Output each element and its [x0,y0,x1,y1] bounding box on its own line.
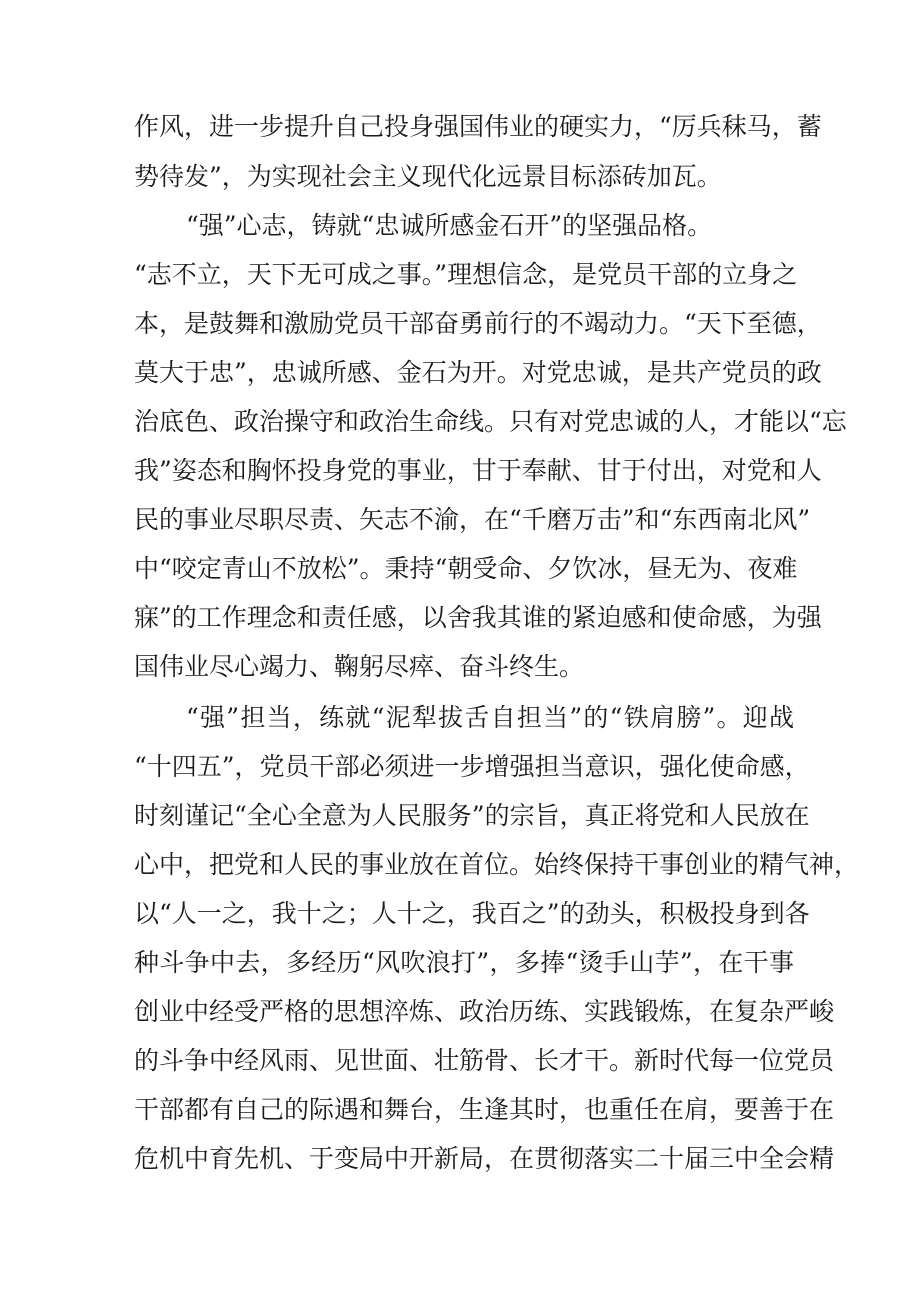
text-line: 势待发”，为实现社会主义现代化远景目标添砖加瓦。 [134,162,722,191]
text-line: 创业中经受严格的思想淬炼、政治历练、实践锻炼，在复杂严峻 [134,997,835,1026]
text-line: 危机中育先机、于变局中开新局，在贯彻落实二十届三中全会精 [134,1144,835,1173]
text-line: 中“咬定青山不放松”。秉持“朝受命、夕饮冰，昼无为、夜难 [134,554,798,583]
text-line: 时刻谨记“全心全意为人民服务”的宗旨，真正将党和人民放在 [134,801,810,830]
text-line: 的斗争中经风雨、见世面、壮筋骨、长才干。新时代每一位党员 [134,1046,835,1075]
text-line: 治底色、政治操守和政治生命线。只有对党忠诚的人，才能以“忘 [134,407,847,436]
section-heading: “强”担当，练就“泥犁拔舌自担当”的“铁肩膀”。迎战 [186,703,794,732]
section-heading: “强”心志，铸就“忠诚所感金石开”的坚强品格。 [186,211,713,240]
text-line: 莫大于忠”，忠诚所感、金石为开。对党忠诚，是共产党员的政 [134,358,822,387]
text-line: “志不立，天下无可成之事。”理想信念，是党员干部的立身之 [134,260,798,289]
text-line: 寐”的工作理念和责任感，以舍我其谁的紧迫感和使命感，为强 [134,603,822,632]
text-line: “十四五”，党员干部必须进一步增强担当意识，强化使命感， [134,752,810,781]
text-line: 干部都有自己的际遇和舞台，生逢其时，也重任在肩，要善于在 [134,1095,835,1124]
text-line: 国伟业尽心竭力、鞠躬尽瘁、奋斗终生。 [134,652,585,681]
text-line: 以“人一之，我十之；人十之，我百之”的劲头，积极投身到各 [134,899,810,928]
text-line: 作风，进一步提升自己投身强国伟业的硬实力，“厉兵秣马，蓄 [134,112,822,141]
text-line: 心中，把党和人民的事业放在首位。始终保持干事创业的精气神， [134,850,860,879]
text-line: 种斗争中去，多经历“风吹浪打”，多捧“烫手山芋”，在干事 [134,948,794,977]
text-line: 本，是鼓舞和激励党员干部奋勇前行的不竭动力。“天下至德， [134,309,822,338]
text-line: 民的事业尽职尽责、矢志不渝，在“千磨万击”和“东西南北风” [134,505,811,534]
text-line: 我”姿态和胸怀投身党的事业，甘于奉献、甘于付出，对党和人 [134,456,822,485]
